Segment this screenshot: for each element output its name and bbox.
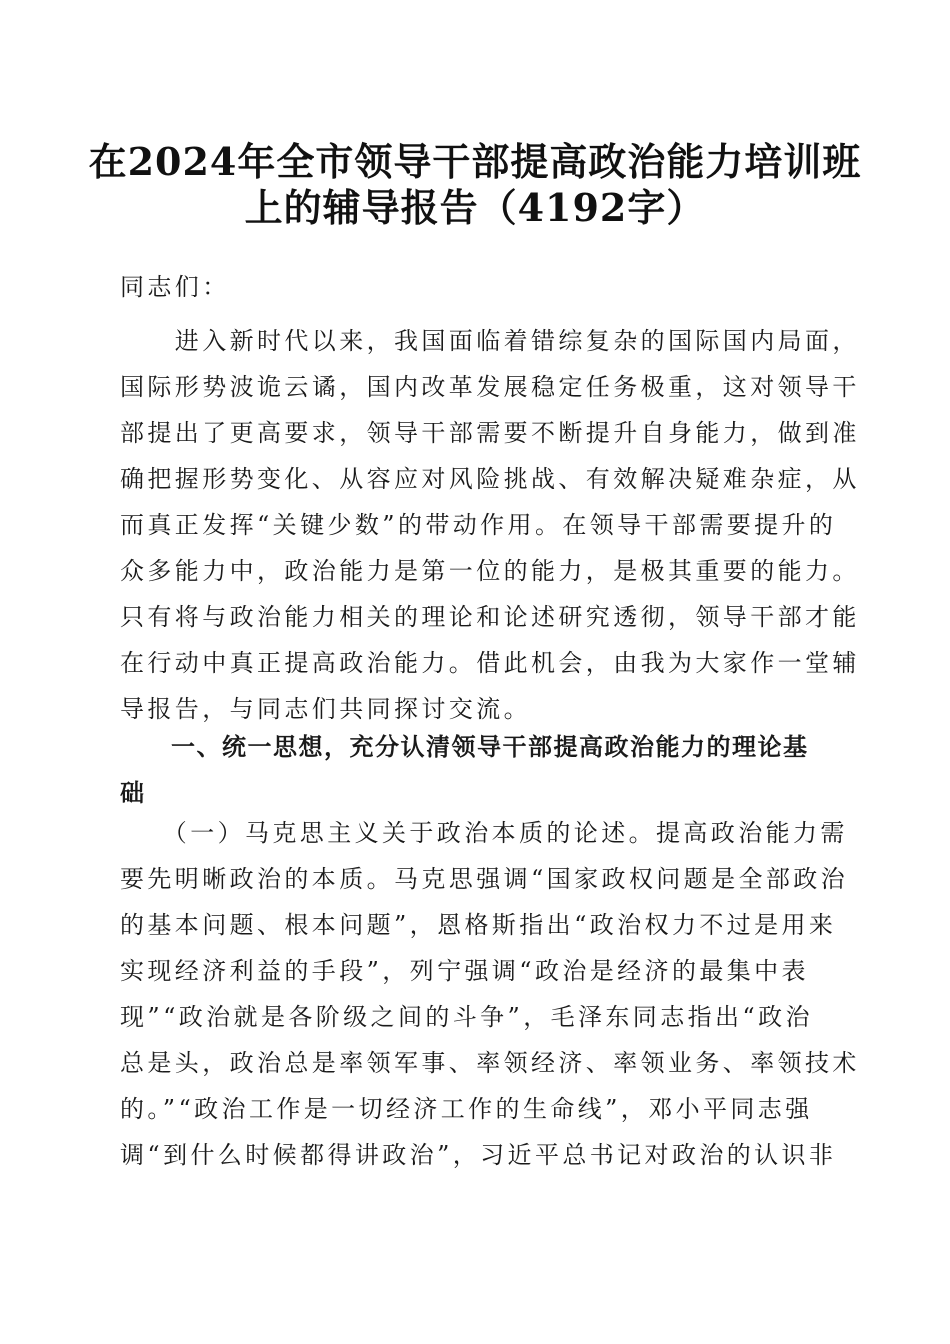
intro-paragraph <box>120 318 860 732</box>
paragraph-line: 而真正发挥“关键少数”的带动作用。在领导干部需要提升的 <box>120 511 837 539</box>
paragraph-line: 调“到什么时候都得讲政治”，习近平总书记对政治的认识非 <box>120 1141 837 1169</box>
paragraph-line: 在行动中真正提高政治能力。借此机会，由我为大家作一堂辅 <box>120 649 860 677</box>
paragraph-line: 总是头，政治总是率领军事、率领经济、率领业务、率领技术 <box>120 1049 860 1077</box>
section-1-heading <box>120 724 830 816</box>
paragraph-line: 部提出了更高要求，领导干部需要不断提升自身能力，做到准 <box>120 419 860 447</box>
paragraph-line: 的。”“政治工作是一切经济工作的生命线”，邓小平同志强 <box>120 1095 813 1123</box>
paragraph-line: 众多能力中，政治能力是第一位的能力，是极其重要的能力。 <box>120 557 860 585</box>
heading-line: 一、统一思想，充分认清领导干部提高政治能力的理论基 <box>120 733 809 761</box>
paragraph-line: 现”“政治就是各阶级之间的斗争”，毛泽东同志指出“政治 <box>120 1003 813 1031</box>
document-title-line-1: 在2024年全市领导干部提高政治能力培训班 <box>88 139 862 184</box>
paragraph-line: 要先明晰政治的本质。马克思强调“国家政权问题是全部政治 <box>120 865 849 893</box>
paragraph-line: 的基本问题、根本问题”，恩格斯指出“政治权力不过是用来 <box>120 911 837 939</box>
salutation-text: 同志们： <box>120 273 230 301</box>
heading-line: 础 <box>120 779 146 807</box>
document-title-line-2: 上的辅导报告（4192字） <box>244 185 706 230</box>
section-1-paragraph <box>120 810 860 1178</box>
paragraph-line: 只有将与政治能力相关的理论和论述研究透彻，领导干部才能 <box>120 603 860 631</box>
paragraph-line: 进入新时代以来，我国面临着错综复杂的国际国内局面， <box>120 327 860 355</box>
paragraph-line: 确把握形势变化、从容应对风险挑战、有效解决疑难杂症，从 <box>120 465 860 493</box>
paragraph-line: 国际形势波诡云谲，国内改革发展稳定任务极重，这对领导干 <box>120 373 860 401</box>
paragraph-line: （一）马克思主义关于政治本质的论述。提高政治能力需 <box>120 819 848 847</box>
salutation <box>120 264 830 310</box>
paragraph-line: 实现经济利益的手段”，列宁强调“政治是经济的最集中表 <box>120 957 809 985</box>
paragraph-line: 导报告，与同志们共同探讨交流。 <box>120 695 531 723</box>
